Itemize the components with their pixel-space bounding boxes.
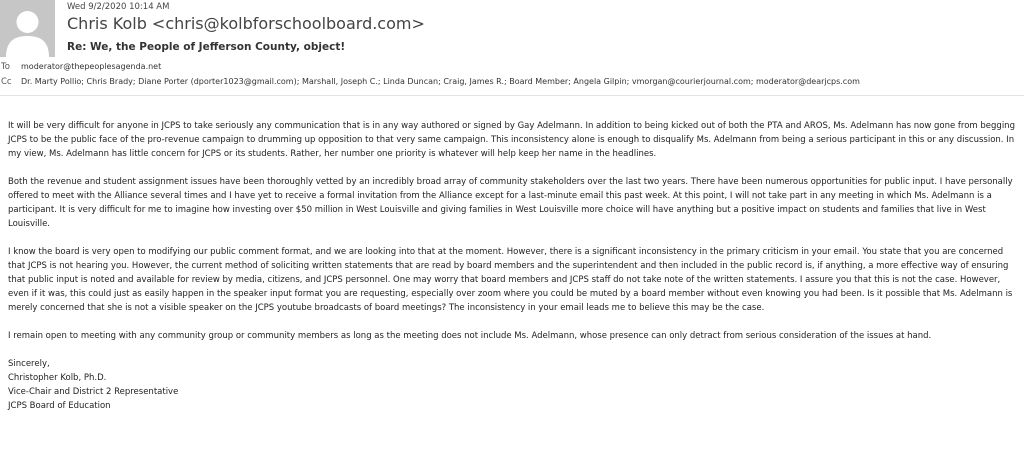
message-body <box>8 119 1020 413</box>
sent-datetime: Wed 9/2/2020 10:14 AM <box>67 2 170 12</box>
signature-name: Christopher Kolb, Ph.D. <box>8 373 107 383</box>
body-paragraph: I know the board is very open to modifying our public comment format, and we are looking into that at the moment. However, there is a significant inconsistency in the primary criticism in your email. You state that you are concerned that JCPS is not hearing you. However, the current method of soliciting written statements that are read by board members and the superintendent and then included in the public record is, if anything, a more effective way of ensuring that public input is noted and available for review by media, citizens, and JCPS personnel. One may worry that board members and JCPS staff do not take note of the written statements. I assure you that this is not the case. However, even if it was, this could just as easily happen in the speaker input format you are requesting, especially over zoom where you could be muted by a board member without even knowing you had been. Is it possible that Ms. Adelmann is merely concerned that she is not a visible speaker on the JCPS youtube broadcasts of board meetings? The inconsistency in your email leads me to believe this may be the case. <box>8 247 1013 313</box>
body-paragraph: I remain open to meeting with any community group or community members as long as the meeting does not include Ms. Adelmann, whose presence can only detract from serious consideration of the issues at hand. <box>8 331 932 341</box>
sender-name[interactable]: Chris Kolb <chris@kolbforschoolboard.com> <box>67 14 425 33</box>
person-placeholder-icon <box>0 0 55 57</box>
message-subject: Re: We, the People of Jefferson County, object! <box>67 41 346 53</box>
signature-title: Vice-Chair and District 2 Representative <box>8 387 179 397</box>
body-paragraph: Both the revenue and student assignment issues have been thoroughly vetted by an incredibly broad array of community stakeholders over the last two years. There have been numerous opportunities for public input. I have personally offered to meet with the Alliance several times and I have yet to receive a formal invitation from the Alliance except for a last-minute email this past week. At this point, I will not take part in any meeting in which Ms. Adelmann is a participant. It is very difficult for me to imagine how investing over $50 million in West Louisville and giving families in West Louisville more choice will have anything but a positive impact on students and families that live in West Louisville. <box>8 177 1013 229</box>
to-recipients[interactable]: moderator@thepeoplesagenda.net <box>21 62 162 71</box>
signature-closing: Sincerely, <box>8 359 50 369</box>
message-header <box>0 0 1024 95</box>
header-divider <box>0 95 1024 96</box>
signature-organization: JCPS Board of Education <box>8 401 111 411</box>
body-paragraph: It will be very difficult for anyone in JCPS to take seriously any communication that is in any way authored or signed by Gay Adelmann. In addition to being kicked out of both the PTA and AROS, Ms. Adelmann has now gone from begging JCPS to be the public face of the pro-revenue campaign to drumming up opposition to that very same campaign. This inconsistency alone is enough to disqualify Ms. Adelmann from being a serious participant in this or any discussion. In my view, Ms. Adelmann has little concern for JCPS or its students. Rather, her number one priority is whatever will help keep her name in the headlines. <box>8 121 1015 159</box>
sender-avatar[interactable] <box>0 0 55 57</box>
cc-label: Cc <box>1 77 12 87</box>
to-label: To <box>1 62 10 72</box>
cc-recipients[interactable]: Dr. Marty Pollio; Chris Brady; Diane Porter (dporter1023@gmail.com); Marshall, Joseph C.; Linda Duncan; Craig, James R.; Board Member; Angela Gilpin; vmorgan@courierjournal.com; moderator@dearjcps.com <box>21 77 860 86</box>
signature-block <box>8 357 1020 413</box>
